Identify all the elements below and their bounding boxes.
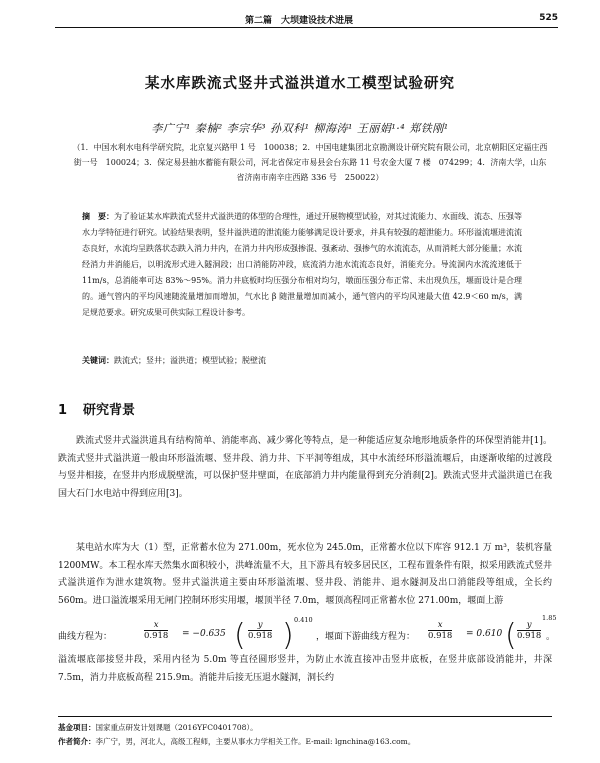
- fund-label: 基金项目：: [58, 723, 96, 732]
- eq1-frac-y: $\frac{y}{0.918}$: [248, 620, 273, 641]
- author-bio-label: 作者简介：: [58, 737, 96, 746]
- keywords-text: 跌流式；竖井；溢洪道；模型试验；脱壁流: [114, 356, 266, 365]
- author-list: 李广宁¹ 秦楠² 李宗华³ 孙双科¹ 柳海涛¹ 王丽娟¹·⁴ 郑铁刚¹: [151, 122, 449, 135]
- footnote: [58, 716, 552, 749]
- eq2-frac-x: $\frac{x}{0.918}$: [428, 620, 453, 641]
- abstract-label: 摘 要：: [82, 212, 114, 221]
- header-section: 第二篇 大坝建设技术进展: [245, 16, 354, 26]
- section-number: 1: [58, 403, 68, 418]
- keywords-label: 关键词：: [82, 356, 114, 365]
- upstream-eq-label: 曲线方程为：: [58, 632, 113, 642]
- section-heading: [58, 399, 135, 418]
- keywords: [82, 355, 522, 366]
- affiliations: （1．中国水利水电科学研究院，北京复兴路甲 1 号 100038；2．中国电建集团北京勘测设计研究院有限公司，北京朝阳区定福庄西街一号 100024；3．保定易县抽水蓄能有限公司，河北省保定市易县会台东路 11 号农金大厦 7 楼 074299；4．济南大学，山东省济南市南辛庄西路 336 号 250022）: [72, 143, 548, 182]
- eq1-exponent: 0.410: [294, 616, 313, 624]
- paragraph-2: 某电站水库为大（1）型，正常蓄水位为 271.00m，死水位为 245.0m，正常蓄水位以下库容 912.1 万 m³，装机容量 1200MW。本工程水库天然集水面积较小，洪峰流量不大，且下游具有较多居民区，工程布置条件有限，拟采用跌流式竖井式溢洪道作为泄水建筑物。竖井式溢洪道主要由环形溢流堰、竖井段、消能井、退水隧洞及出口消能段等组成，全长约 560m。进口溢流堰采用无闸门控制环形实用堰，堰顶半径 7.0m，堰顶高程同正常蓄水位 271.00m，堰面上游: [58, 543, 552, 606]
- eq1-lparen: (: [234, 618, 246, 653]
- author-bio-text: 李广宁，男，河北人，高级工程师，主要从事水力学相关工作。E-mail: lgnchina@163.com。: [95, 737, 416, 746]
- eq1-rparen: ): [282, 618, 294, 653]
- eq1-coef: = −0.635: [182, 629, 226, 639]
- eq2-exponent: 1.85: [542, 614, 557, 622]
- abstract-text: 为了验证某水库跌流式竖井式溢洪道的体型的合理性，通过开展物模型试验，对其过流能力、水面线、流态、压强等水力学特征进行研究。试验结果表明，竖井溢洪道的泄流能力能够满足设计要求，并具有较强的超泄能力。环形溢流堰进流流态良好，水流均呈跌落状态跌入消力井内，在消力井内形成强掺混、强紊动、强掺气的水流流态，从而消耗大部分能量；水流经消力井消能后，以明流形式进入隧洞段；出口消能防冲段，底流消力池水流流态良好，消能充分。导流洞内水流流速低于 11m/s，总消能率可达 83%～95%。消力井底板时均压强分布相对均匀，墩面压强分布正常、未出现负压，堰面设计是合理的。通气管内的平均风速随流量增加而增加，气水比 β 随泄量增加而减小，通气管内的平均风速最大值 42.9＜60 m/s，满足规范要求。研究成果可供实际工程设计参考。: [82, 212, 522, 317]
- eq2-frac-y: $\frac{y}{0.918}$: [517, 620, 542, 641]
- eq2-coef: = 0.610: [466, 629, 503, 639]
- section-title: 研究背景: [83, 403, 136, 418]
- paragraph-1: 跌流式竖井式溢洪道具有结构简单、消能率高、减少雾化等特点，是一种能适应复杂地形地质条件的环保型消能井[1]。跌流式竖井式溢洪道一般由环形溢流堰、竖井段、消力井、下平洞等组成，其中水流经环形溢流堰后，由逐渐收缩的过渡段与竖井相接，在竖井内形成脱壁流，可以保护竖井壁面，在底部消力井内能量得到充分消刹[2]。跌流式竖井式溢洪道已在我国大石门水电站中得到应用[3]。: [58, 436, 552, 499]
- paragraph-3: 溢流堰底部接竖井段，采用内径为 5.0m 等直径圆形竖井，为防止水流直接冲击竖井底板，在竖井底部设消能井，井深 7.5m，消力井底板高程 215.9m。消能井后接无压退水隧洞，洞长约: [58, 655, 552, 683]
- abstract: [82, 209, 522, 321]
- running-header: [55, 13, 558, 28]
- weir-equations: [58, 614, 557, 656]
- paper-title: 某水库跌流式竖井式溢洪道水工模型试验研究: [145, 76, 455, 92]
- fund-text: 国家重点研发计划课题（2016YFC0401708）。: [95, 723, 258, 732]
- page-number: 525: [539, 13, 558, 23]
- eq2-lparen: (: [505, 618, 517, 653]
- eq-end: 。: [546, 632, 556, 642]
- downstream-eq-label: ，堰面下游曲线方程为：: [316, 632, 416, 642]
- eq1-frac-x: $\frac{x}{0.918}$: [144, 620, 169, 641]
